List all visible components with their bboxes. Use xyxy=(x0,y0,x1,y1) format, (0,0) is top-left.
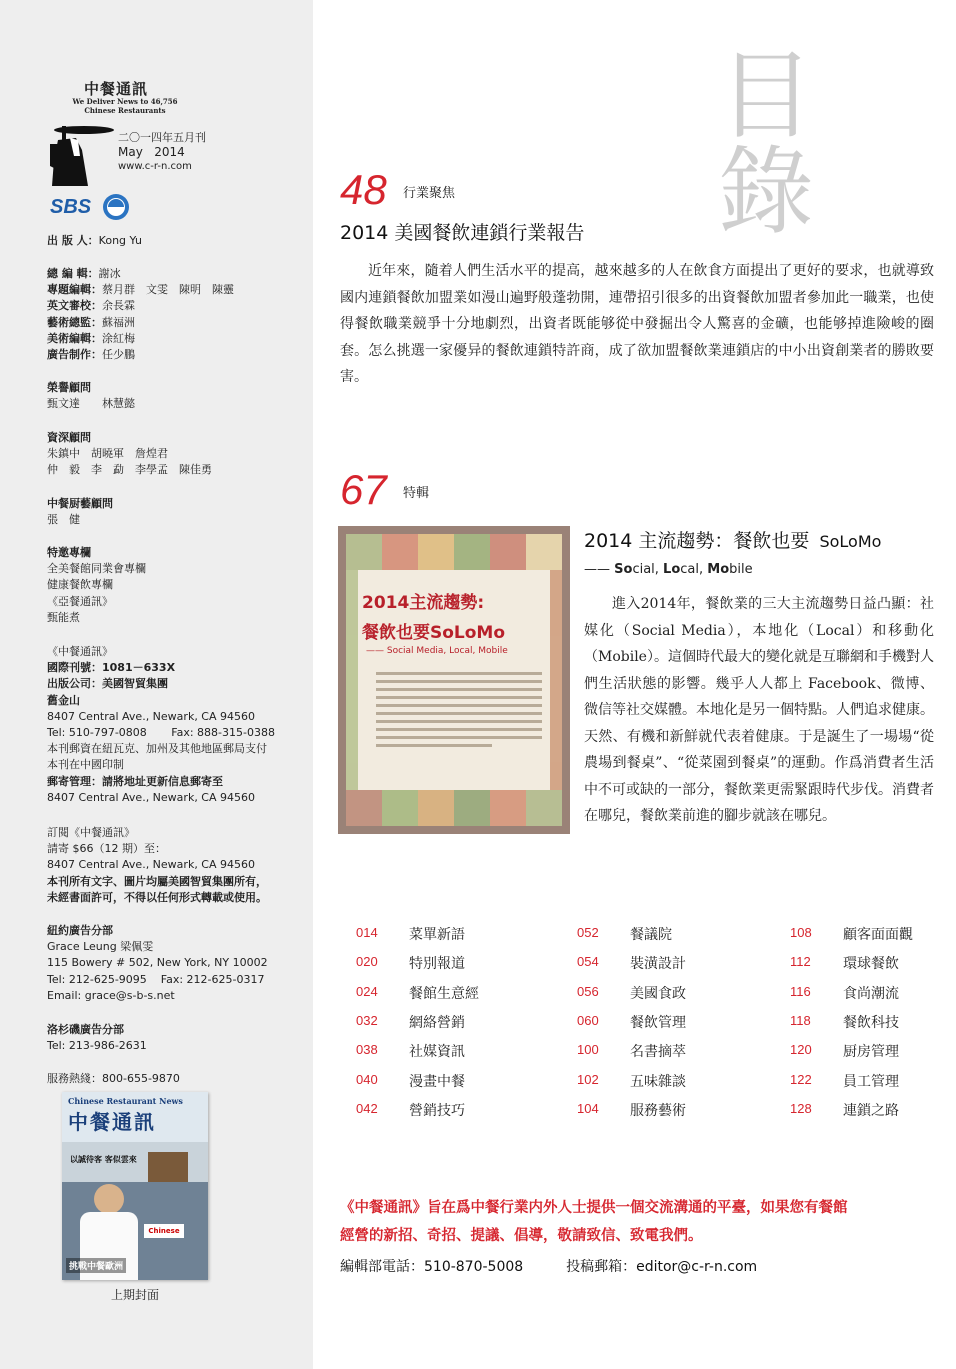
toc-column-name[interactable]: 餐飲科技 xyxy=(843,1014,899,1031)
toc-page-number[interactable]: 122 xyxy=(790,1071,812,1087)
la-office-label: 洛杉磯廣告分部 xyxy=(47,1023,124,1036)
toc-page-number[interactable]: 042 xyxy=(356,1100,378,1116)
cover-masthead-cn: 中餐通訊 xyxy=(68,1110,156,1134)
toc-column-name[interactable]: 顧客面面觀 xyxy=(843,927,913,943)
toc-page-number[interactable]: 040 xyxy=(356,1071,378,1087)
toc-column-name[interactable]: 營銷技巧 xyxy=(409,1102,465,1119)
culinary-advisor-label: 中餐厨藝顧問 xyxy=(47,497,113,510)
toc-page-number[interactable]: 116 xyxy=(790,983,811,999)
article-subtitle: —— Social, Local, Mobile xyxy=(584,562,753,577)
ny-office-address: 115 Bowery # 502, New York, NY 10002 xyxy=(47,956,268,970)
feature-thumbnail[interactable] xyxy=(338,526,570,834)
ny-office-label: 紐約廣告分部 xyxy=(47,924,113,937)
la-office xyxy=(47,1022,147,1054)
article-summary: 進入2014年，餐飲業的三大主流趨勢日益凸顯：社媒化（Social Media），本地化（Local）和移動化（Mobile）。這個時代最大的變化就是互聯網和手機對人們生活狀態的影響。幾乎人人都上 Facebook、微博、微信等社交媒體。本地化是另一個特點。人們追求健康。天然、有機和新鮮就代表着健康。于是誕生了一場場“從農場到餐桌”、“從菜園到餐桌”的運動。作爲消費者生活中不可或缺的一部分，餐飲業更需緊跟時代步伐。消費者在哪兒，餐飲業前進的腳步就該在哪兒。 xyxy=(584,596,934,824)
toc-page-number[interactable]: 102 xyxy=(577,1071,599,1087)
thumbnail-title: 餐飲也要SoLoMo xyxy=(362,623,506,643)
toc-column-name[interactable]: 漫畫中餐 xyxy=(409,1073,465,1090)
ny-office-email: Email: grace@s-b-s.net xyxy=(47,988,175,1002)
toc-page-number[interactable]: 020 xyxy=(356,954,378,970)
culinary-advisor-name: 張 健 xyxy=(47,513,80,527)
toc-page-number[interactable]: 108 xyxy=(790,925,812,940)
thumbnail-text-block xyxy=(376,672,542,792)
honor-advisors xyxy=(47,380,135,412)
toc-page-number[interactable]: 038 xyxy=(356,1042,378,1058)
article-summary: 近年來，隨着人們生活水平的提高，越來越多的人在飲食方面提出了更好的要求，也就導致國内連鎖餐飲加盟業如漫山遍野般蓬勃開，連帶招引很多的出資餐飲加盟者參加此一職業，也使得餐飲職業競爭十分地劇烈，出資者既能够從中發掘出令人驚喜的金礦，也能够掉進險峻的圈套。怎么挑選一家優异的餐飲連鎖特許商，成了欲加盟餐飲業連鎖店的中小出資創業者的勝敗要害。 xyxy=(340,263,934,385)
submission-email[interactable]: 投稿郵箱：editor@c-r-n.com xyxy=(566,1259,758,1275)
senior-advisors xyxy=(47,430,212,479)
toc-column-name[interactable]: 餐議院 xyxy=(630,927,672,943)
publication-address: 8407 Central Ave., Newark, CA 94560 xyxy=(47,709,256,723)
footer-invitation: 《中餐通訊》旨在爲中餐行業内外人士提供一個交流溝通的平臺，如果您有餐館 xyxy=(340,1199,848,1216)
honor-advisors-names: 甄文達 林慧懿 xyxy=(47,397,135,411)
subscription-label: 訂閱《中餐通訊》 xyxy=(47,826,135,839)
toc-page-number[interactable]: 128 xyxy=(790,1100,812,1116)
guest-column-item: 健康餐飲專欄 xyxy=(47,578,113,592)
mail-management: 郵寄管理：請將地址更新信息郵寄至 xyxy=(47,774,223,788)
cover-headline: 以誠待客 客似雲來 xyxy=(70,1155,137,1164)
publisher-line: 出 版 人：Kong Yu xyxy=(47,234,142,247)
staff-row: 藝術總監：蘇福洲 xyxy=(47,315,135,329)
mail-address: 8407 Central Ave., Newark, CA 94560 xyxy=(47,790,256,804)
cover-masthead-en: Chinese Restaurant News xyxy=(68,1096,183,1106)
footer-invitation: 經營的新招、奇招、提議、倡導，敬請致信、致電我們。 xyxy=(340,1227,703,1244)
logo-title: 中餐通訊 xyxy=(84,80,149,98)
website: www.c-r-n.com xyxy=(118,161,192,172)
toc-page-number[interactable]: 100 xyxy=(577,1042,599,1058)
thumbnail-page xyxy=(346,534,562,826)
guest-column-item: 全美餐館同業會專欄 xyxy=(47,562,146,576)
toc-column-name[interactable]: 社媒資訊 xyxy=(409,1044,465,1061)
section-number[interactable]: 48 xyxy=(340,166,387,213)
subscription-info xyxy=(47,825,267,906)
toc-page-number[interactable]: 104 xyxy=(577,1100,599,1116)
staff-list xyxy=(47,266,234,363)
cover-badge: Chinese xyxy=(144,1224,184,1238)
guest-columns xyxy=(47,545,146,626)
logo-tagline xyxy=(70,97,180,115)
article-title[interactable] xyxy=(584,526,881,553)
toc-column-name[interactable]: 連鎖之路 xyxy=(843,1102,899,1119)
issn: 國際刊號：1081－633X xyxy=(47,661,176,675)
logo-block xyxy=(44,78,294,188)
staff-row: 專題編輯：蔡月群 文雯 陳明 陳靈 xyxy=(47,283,234,297)
thumbnail-subtitle: —— Social Media, Local, Mobile xyxy=(366,646,508,656)
subscription-address: 8407 Central Ave., Newark, CA 94560 xyxy=(47,858,256,872)
toc-column-name[interactable]: 菜單新語 xyxy=(409,927,465,943)
staff-row: 總 編 輯：謝冰 xyxy=(47,267,121,280)
toc-page-number[interactable]: 032 xyxy=(356,1012,378,1028)
toc-column-name[interactable]: 食尚潮流 xyxy=(843,985,899,1002)
last-issue-cover[interactable] xyxy=(62,1092,208,1280)
toc-column-name[interactable]: 餐館生意經 xyxy=(409,985,479,1002)
staff-row: 廣告制作：任少鵬 xyxy=(47,348,135,362)
toc-column-name[interactable]: 裝潢設計 xyxy=(630,956,686,973)
toc-page-number[interactable]: 052 xyxy=(577,925,599,940)
toc-page-number[interactable]: 060 xyxy=(577,1012,599,1028)
hotline: 服務熱綫：800-655-9870 xyxy=(47,1072,180,1085)
toc-column-name[interactable]: 環球餐飲 xyxy=(843,956,899,973)
toc-page-number[interactable]: 118 xyxy=(790,1012,811,1028)
guest-columns-label: 特邀專欄 xyxy=(47,546,91,559)
publishing-company: 出版公司：美國智貿集團 xyxy=(47,677,168,691)
toc-column-name[interactable]: 餐飲管理 xyxy=(630,1014,686,1031)
toc-column-name[interactable]: 美國食政 xyxy=(630,985,686,1002)
copyright-notice: 本刊所有文字、圖片均屬美國智貿集團所有， xyxy=(47,874,267,888)
section-number[interactable]: 67 xyxy=(340,466,387,513)
masthead-sidebar xyxy=(0,0,313,1369)
postage-note: 本刊郵資在紐瓦克、加州及其他地區郵局支付 xyxy=(47,742,267,756)
toc-column-name[interactable]: 五味雜談 xyxy=(630,1073,686,1090)
logo-tagline-line1: We Deliver News to 46,756 xyxy=(72,97,178,106)
toc-column-name[interactable]: 服務藝術 xyxy=(630,1102,686,1119)
toc-page-number[interactable]: 014 xyxy=(356,925,378,940)
toc-column-name[interactable]: 名書摘萃 xyxy=(630,1044,686,1061)
toc-page-number[interactable]: 112 xyxy=(790,954,811,970)
publication-name: 《中餐通訊》 xyxy=(47,645,113,658)
article-title[interactable]: 2014 美國餐飲連鎖行業報告 xyxy=(340,222,585,244)
sbs-logo-icon xyxy=(50,191,136,221)
issue-date-cn: 二〇一四年五月刊 xyxy=(118,131,206,144)
article-title-cn: 2014 主流趨勢：餐飲也要 xyxy=(584,530,810,552)
staff-row: 英文審校：余長霖 xyxy=(47,299,135,313)
publication-info xyxy=(47,644,275,806)
senior-advisors-names: 仲 毅 李 勐 李學孟 陳佳勇 xyxy=(47,463,212,477)
toc-page-number[interactable]: 056 xyxy=(577,983,599,999)
ny-office xyxy=(47,923,268,1004)
senior-advisors-label: 資深顧問 xyxy=(47,431,91,444)
thumbnail-title: 2014主流趨勢: xyxy=(362,593,485,613)
toc-column-name[interactable]: 特別報道 xyxy=(409,956,465,973)
toc-column-name[interactable]: 網絡營銷 xyxy=(409,1014,465,1031)
page-title: 目錄 xyxy=(718,40,838,248)
article-title-en: SoLoMo xyxy=(819,532,882,551)
toc-column-name[interactable]: 厨房管理 xyxy=(843,1044,899,1061)
editorial-phone: 編輯部電話：510-870-5008 xyxy=(340,1259,524,1275)
la-office-tel: Tel: 213-986-2631 xyxy=(47,1039,147,1053)
toc-column-name[interactable]: 員工管理 xyxy=(843,1073,899,1090)
section-category: 行業聚焦 xyxy=(403,186,456,201)
staff-row: 美術編輯：涂紅梅 xyxy=(47,331,135,345)
toc-page-number[interactable]: 120 xyxy=(790,1042,812,1058)
culinary-advisor xyxy=(47,496,113,528)
cover-bottom-text: 挑戰中餐歐洲 xyxy=(66,1258,126,1273)
publication-tel-fax: Tel: 510-797-0808 Fax: 888-315-0388 xyxy=(47,726,275,740)
toc-page-number[interactable]: 054 xyxy=(577,954,599,970)
copyright-notice: 未經書面許可，不得以任何形式轉載或使用。 xyxy=(47,890,267,904)
logo-tagline-line2: Chinese Restaurants xyxy=(84,106,166,115)
ny-office-contact: Grace Leung 梁佩雯 xyxy=(47,940,154,954)
guest-column-item: 甄能煮 xyxy=(47,610,80,624)
section-category: 特輯 xyxy=(403,486,430,501)
subscription-price: 請寄 $66（12 期）至： xyxy=(47,842,166,856)
issue-date-en: May 2014 xyxy=(118,145,185,159)
last-cover-caption: 上期封面 xyxy=(110,1288,159,1302)
toc-page-number[interactable]: 024 xyxy=(356,983,378,999)
senior-advisors-names: 朱鎮中 胡曉軍 詹煌君 xyxy=(47,447,168,461)
ny-office-tel-fax: Tel: 212-625-9095 Fax: 212-625-0317 xyxy=(47,972,265,986)
sbs-logo-text: SBS xyxy=(50,196,92,218)
honor-advisors-label: 榮譽顧問 xyxy=(47,381,91,394)
footer-contacts xyxy=(340,1256,757,1276)
guest-column-item: 《亞餐通訊》 xyxy=(47,594,113,608)
printed-note: 本刊在中國印制 xyxy=(47,758,124,772)
publication-city: 舊金山 xyxy=(47,693,80,707)
